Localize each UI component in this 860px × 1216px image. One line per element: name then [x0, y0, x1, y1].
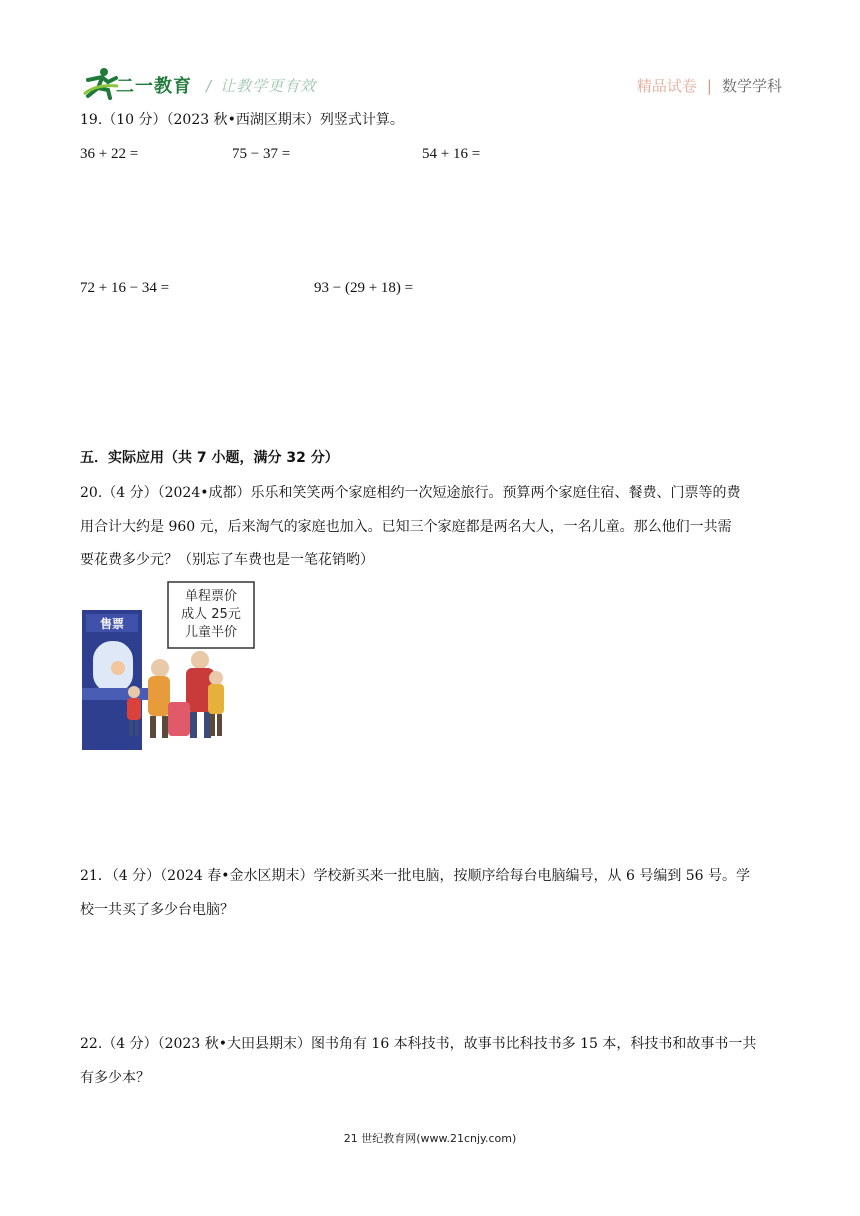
header-label-subject: 数学学科	[721, 77, 782, 95]
question-21-line-1: 21．（4 分）（2024 春•金水区期末）学校新买来一批电脑，按顺序给每台电脑编号，从 6 号编到 56 号。学	[80, 868, 751, 884]
question-20-line-2: 用合计大约是 960 元，后来淘气的家庭也加入。已知三个家庭都是两名大人，一名儿童。那么他们一共需	[80, 519, 732, 535]
sign-line-3: 儿童半价	[184, 625, 238, 640]
page-footer: 21 世纪教育网(www.21cnjy.com)	[343, 1132, 517, 1145]
question-22-line-2: 有多少本？	[80, 1070, 150, 1086]
ticket-booth-illustration	[80, 580, 260, 752]
section-5-title: 五．实际应用（共 7 小题，满分 32 分）	[80, 450, 339, 466]
expr-3: 54 + 16 =	[422, 146, 481, 162]
expr-2: 75 − 37 =	[232, 146, 291, 162]
sign-line-1: 单程票价	[184, 589, 238, 604]
header-label-premium: 精品试卷	[636, 77, 697, 95]
question-19-title: 19.（10 分）（2023 秋•西湖区期末）列竖式计算。	[80, 112, 404, 128]
header-separator: |	[706, 77, 712, 95]
booth-sign-text: 售票	[99, 617, 125, 631]
expr-1: 36 + 22 =	[80, 146, 139, 162]
slogan-text: 让教学更有效	[220, 77, 317, 95]
question-21-line-2: 校一共买了多少台电脑？	[80, 902, 234, 918]
sign-line-2: 成人 25元	[181, 607, 241, 622]
question-22-line-1: 22.（4 分）（2023 秋•大田县期末）图书角有 16 本科技书，故事书比科技书多 15 本，科技书和故事书一共	[80, 1036, 757, 1052]
question-20-line-1: 20.（4 分）（2024•成都）乐乐和笑笑两个家庭相约一次短途旅行。预算两个家庭住宿、餐费、门票等的费	[80, 485, 741, 501]
expr-5: 93 − (29 + 18) =	[314, 280, 414, 296]
expr-4: 72 + 16 − 34 =	[80, 280, 170, 296]
slogan: / 让教学更有效	[206, 77, 317, 95]
header-right	[637, 75, 782, 96]
question-20-line-3: 要花费多少元？（别忘了车费也是一笔花销哟）	[80, 552, 374, 568]
brand-name: 二一教育	[116, 76, 192, 97]
ticket-booth-picture	[80, 580, 260, 752]
